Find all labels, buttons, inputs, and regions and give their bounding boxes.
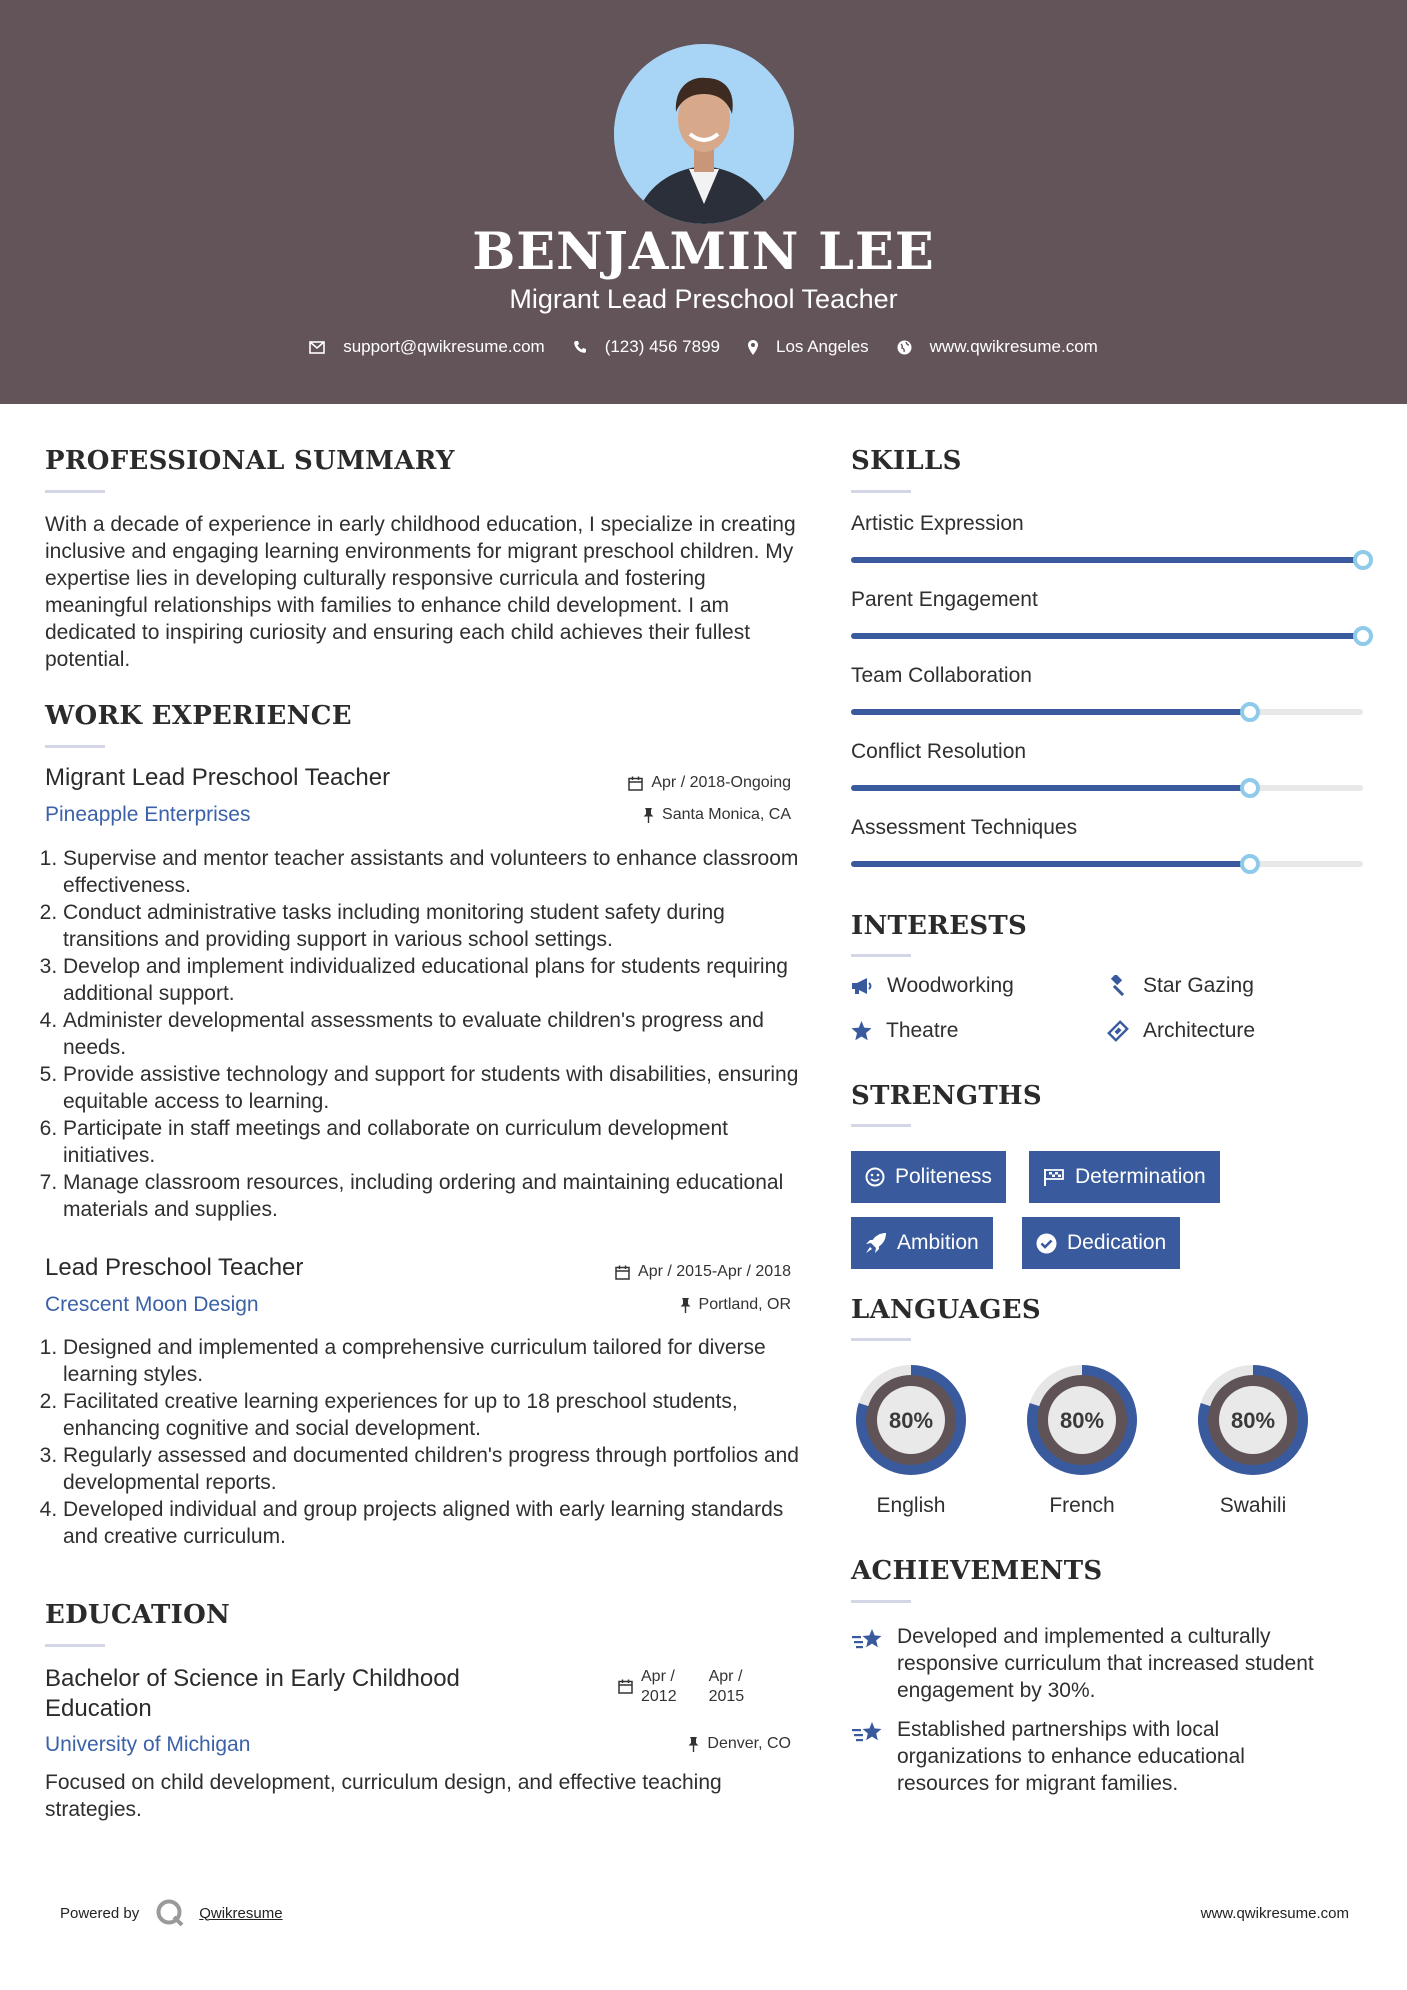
contact-website[interactable] <box>897 337 1098 357</box>
skill-label: Team Collaboration <box>851 664 1032 687</box>
strength-label: Dedication <box>1067 1231 1167 1254</box>
education-heading: EDUCATION <box>45 1600 231 1630</box>
skill-bar <box>851 861 1363 867</box>
skill-label: Parent Engagement <box>851 588 1038 611</box>
smile-icon <box>865 1167 885 1187</box>
footer-website[interactable]: www.qwikresume.com <box>1200 1905 1349 1922</box>
skill-bar <box>851 709 1363 715</box>
interest-star-gazing <box>1107 974 1254 998</box>
language-percent: 80% <box>888 1408 934 1433</box>
brand-link[interactable]: Qwikresume <box>199 1904 283 1922</box>
skill-label: Artistic Expression <box>851 512 1024 535</box>
skills-heading: SKILLS <box>851 446 962 476</box>
interest-label: Woodworking <box>887 974 1014 997</box>
calendar-icon <box>615 1265 630 1280</box>
strengths-divider <box>851 1124 911 1127</box>
degree-line-2: Education <box>45 1695 152 1722</box>
school-name[interactable]: University of Michigan <box>45 1733 251 1756</box>
phone-icon <box>573 340 587 354</box>
pushpin-icon <box>680 1298 691 1313</box>
megaphone-icon <box>851 977 873 995</box>
interest-woodworking <box>851 974 1014 998</box>
rocket-icon <box>865 1232 887 1254</box>
check-circle-icon <box>1036 1233 1057 1254</box>
job-dates-text-1: Apr / 2018-Ongoing <box>651 774 791 791</box>
duty-item: 3. Develop and implement individualized educational plans for students requiring additional support. <box>63 953 805 1007</box>
globe-icon <box>897 340 912 355</box>
degree-title <box>45 1664 460 1724</box>
shooting-star-icon <box>851 1627 885 1651</box>
candidate-name: BENJAMIN LEE <box>472 222 935 282</box>
contact-bar <box>0 337 1407 357</box>
contact-email[interactable] <box>309 337 545 357</box>
summary-divider <box>45 490 105 493</box>
contact-phone[interactable] <box>573 337 720 357</box>
language-name: English <box>876 1494 946 1517</box>
qwikresume-logo-icon <box>155 1898 185 1928</box>
skill-bar <box>851 557 1363 563</box>
achievements-divider <box>851 1600 911 1603</box>
resume-header <box>0 0 1407 404</box>
job-duties-1 <box>45 845 805 1223</box>
job-location-text-2: Portland, OR <box>698 1296 791 1313</box>
language-name: French <box>1049 1494 1115 1517</box>
languages-divider <box>851 1338 911 1341</box>
job-location-text-1: Santa Monica, CA <box>662 806 791 823</box>
duty-item: 4. Administer developmental assessments to evaluate children's progress and needs. <box>63 1007 805 1061</box>
skill-bar-knob <box>1240 702 1260 722</box>
languages-heading: LANGUAGES <box>851 1295 1041 1325</box>
map-pin-icon <box>748 340 758 355</box>
skill-bar <box>851 633 1363 639</box>
skill-label: Assessment Techniques <box>851 816 1078 839</box>
language-percent: 80% <box>1059 1408 1105 1433</box>
interest-label: Star Gazing <box>1143 974 1254 997</box>
duty-item: 4. Developed individual and group projects aligned with early learning standards and creative curriculum. <box>63 1496 805 1550</box>
achievement-text: Developed and implemented a culturally responsive curriculum that increased student engagement by 30%. <box>897 1625 1314 1702</box>
duty-item: 2. Conduct administrative tasks including monitoring student safety during transitions and providing support in various school settings. <box>63 899 805 953</box>
envelope-icon <box>309 341 325 354</box>
email-text: support@qwikresume.com <box>343 337 545 356</box>
strength-badge-politeness <box>851 1151 1006 1203</box>
pushpin-icon <box>688 1737 699 1752</box>
strengths-heading: STRENGTHS <box>851 1081 1042 1111</box>
education-start-year: 2012 <box>641 1688 677 1705</box>
experience-heading: WORK EXPERIENCE <box>45 701 352 731</box>
job-location-2 <box>560 1296 791 1314</box>
duty-item: 7. Manage classroom resources, including ordering and maintaining educational materials and supplies. <box>63 1169 805 1223</box>
phone-text: (123) 456 7899 <box>604 337 721 356</box>
location-text: Los Angeles <box>776 337 869 356</box>
experience-divider <box>45 745 105 748</box>
interests-divider <box>851 954 911 957</box>
interest-architecture <box>1107 1019 1255 1043</box>
skills-divider <box>851 490 911 493</box>
education-divider <box>45 1644 105 1647</box>
skill-bar <box>851 785 1363 791</box>
calendar-icon <box>628 776 643 791</box>
skill-label: Conflict Resolution <box>851 740 1027 763</box>
strength-label: Ambition <box>897 1231 979 1254</box>
duty-item: 1. Designed and implemented a comprehensive curriculum tailored for diverse learning styles. <box>63 1334 805 1388</box>
company-1[interactable]: Pineapple Enterprises <box>45 803 251 826</box>
language-percent: 80% <box>1230 1408 1276 1433</box>
company-2[interactable]: Crescent Moon Design <box>45 1293 259 1316</box>
language-name: Swahili <box>1219 1494 1287 1517</box>
skill-bar-fill <box>851 785 1250 791</box>
job-dates-2 <box>560 1263 791 1281</box>
summary-heading: PROFESSIONAL SUMMARY <box>45 446 455 476</box>
strength-label: Determination <box>1075 1165 1206 1188</box>
summary-text: With a decade of experience in early childhood education, I specialize in creating inclusive and engaging learning environments for migrant preschool children. My expertise lies in developing culturally responsive curricula and fostering meaningful relationships with families to enhance child development. I am dedicated to inspiring curiosity and ensuring each child achieves their fullest potential. <box>45 513 796 671</box>
skill-bar-knob <box>1240 778 1260 798</box>
education-end-year: 2015 <box>708 1688 745 1705</box>
job-title-1: Migrant Lead Preschool Teacher <box>45 764 391 791</box>
shooting-star-icon <box>851 1720 885 1744</box>
interest-label: Architecture <box>1143 1019 1256 1042</box>
achievement-text: Established partnerships with local organizations to enhance educational resources for migrant families. <box>897 1718 1245 1795</box>
pushpin-icon <box>643 808 654 823</box>
duty-item: 5. Provide assistive technology and support for students with disabilities, ensuring equitable access to learning. <box>63 1061 805 1115</box>
job-dates-1 <box>560 774 791 792</box>
strength-badge-ambition <box>851 1217 993 1269</box>
education-start <box>641 1667 677 1707</box>
achievement-item <box>851 1716 1331 1797</box>
duty-item: 3. Regularly assessed and documented children's progress through portfolios and developmental reports. <box>63 1442 805 1496</box>
strength-badge-determination <box>1029 1151 1220 1203</box>
job-title-2: Lead Preschool Teacher <box>45 1254 304 1281</box>
education-end-month: Apr / <box>708 1668 743 1685</box>
interests-heading: INTERESTS <box>851 911 1028 941</box>
powered-by-text: Powered by <box>60 1904 140 1922</box>
education-dates <box>618 1667 744 1707</box>
skill-bar-fill <box>851 709 1250 715</box>
skill-bar-knob <box>1353 626 1373 646</box>
achievements-heading: ACHIEVEMENTS <box>851 1556 1103 1586</box>
duty-item: 2. Facilitated creative learning experiences for up to 18 preschool students, enhancing cognitive and social development. <box>63 1388 805 1442</box>
ticket-icon <box>1107 1020 1129 1042</box>
skill-bar-knob <box>1240 854 1260 874</box>
flag-icon <box>1043 1168 1065 1186</box>
skill-bar-fill <box>851 861 1250 867</box>
calendar-icon <box>618 1679 633 1694</box>
education-location <box>560 1735 791 1753</box>
skill-bar-fill <box>851 633 1363 639</box>
strength-badge-dedication <box>1022 1217 1180 1269</box>
gavel-icon <box>1107 975 1129 997</box>
duty-item: 6. Participate in staff meetings and collaborate on curriculum development initiatives. <box>63 1115 805 1169</box>
achievement-item <box>851 1623 1331 1704</box>
job-duties-2 <box>45 1334 805 1550</box>
language-ring <box>1191 1358 1315 1482</box>
interest-label: Theatre <box>886 1019 959 1042</box>
job-dates-text-2: Apr / 2015-Apr / 2018 <box>638 1263 791 1280</box>
duty-item: 1. Supervise and mentor teacher assistants and volunteers to enhance classroom effectiveness. <box>63 845 805 899</box>
footer-powered-by <box>60 1898 283 1928</box>
job-location-1 <box>560 806 791 824</box>
star-icon <box>851 1021 872 1041</box>
strength-label: Politeness <box>895 1165 992 1188</box>
education-start-month: Apr / <box>641 1668 675 1685</box>
language-ring <box>849 1358 973 1482</box>
language-ring <box>1020 1358 1144 1482</box>
profile-photo <box>614 44 794 224</box>
education-end <box>709 1667 745 1707</box>
contact-location <box>748 337 869 357</box>
degree-line-1: Bachelor of Science in Early Childhood <box>45 1665 460 1692</box>
education-location-text: Denver, CO <box>707 1735 791 1752</box>
candidate-title: Migrant Lead Preschool Teacher <box>509 284 898 314</box>
skill-bar-fill <box>851 557 1363 563</box>
interest-theatre <box>851 1019 958 1043</box>
skill-bar-knob <box>1353 550 1373 570</box>
education-description: Focused on child development, curriculum design, and effective teaching strategies. <box>45 1771 722 1821</box>
website-text: www.qwikresume.com <box>929 337 1098 356</box>
